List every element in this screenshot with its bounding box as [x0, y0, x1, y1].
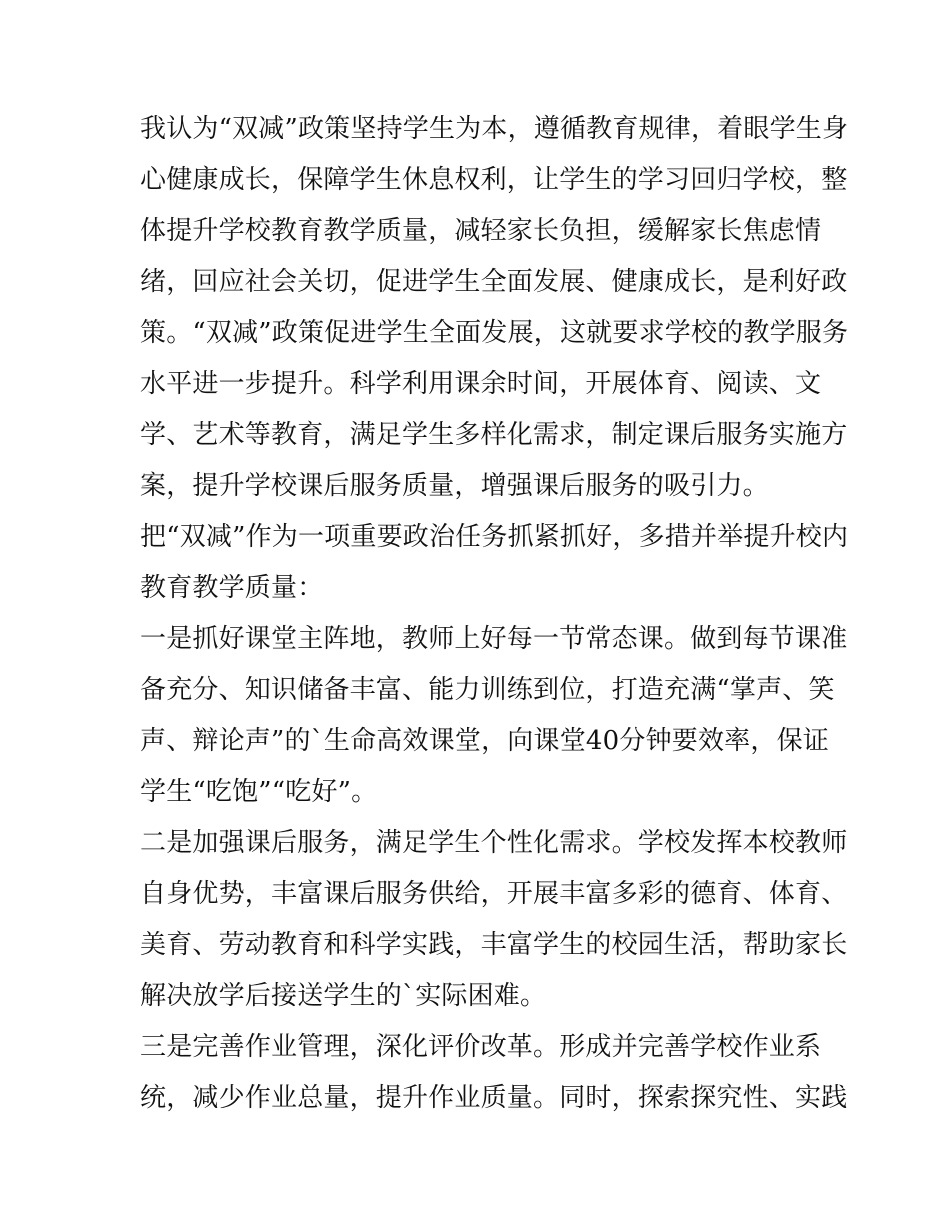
text-line: 声、辩论声”的`生命高效课堂，向课堂40分钟要效率，保证: [140, 726, 829, 756]
paragraph-measure-three: [140, 1022, 848, 1124]
text-line: 二是加强课后服务，满足学生个性化需求。学校发挥本校教师: [140, 828, 848, 858]
text-line: 学生“吃饱”“吃好”。: [140, 777, 378, 807]
text-line: 三是完善作业管理，深化评价改革。形成并完善学校作业系: [140, 1032, 822, 1062]
paragraph-measure-two: [140, 818, 848, 1022]
text-line: 心健康成长，保障学生休息权利，让学生的学习回归学校，整: [140, 165, 848, 195]
text-line: 绪，回应社会关切，促进学生全面发展、健康成长，是利好政: [140, 267, 848, 297]
text-line: 水平进一步提升。科学利用课余时间，开展体育、阅读、文: [140, 369, 822, 399]
text-line: 一是抓好课堂主阵地，教师上好每一节常态课。做到每节课准: [140, 624, 848, 654]
text-line: 教育教学质量：: [140, 573, 324, 603]
document-body: [140, 104, 849, 1124]
text-line: 我认为“双减”政策坚持学生为本，遵循教育规律，着眼学生身: [140, 114, 849, 144]
text-line: 体提升学校教育教学质量，减轻家长负担，缓解家长焦虑情: [140, 216, 822, 246]
text-line: 美育、劳动教育和科学实践，丰富学生的校园生活，帮助家长: [140, 930, 848, 960]
paragraph-measure-one: [140, 614, 848, 818]
paragraph-intro: [140, 104, 849, 512]
text-line: 案，提升学校课后服务质量，增强课后服务的吸引力。: [140, 471, 769, 501]
text-line: 统，减少作业总量，提升作业质量。同时，探索探究性、实践: [140, 1083, 848, 1113]
text-line: 备充分、知识储备丰富、能力训练到位，打造充满“掌声、笑: [140, 675, 835, 705]
text-line: 解决放学后接送学生的`实际困难。: [140, 981, 547, 1011]
text-line: 把“双减”作为一项重要政治任务抓紧抓好，多措并举提升校内: [140, 522, 849, 552]
text-line: 自身优势，丰富课后服务供给，开展丰富多彩的德育、体育、: [140, 879, 848, 909]
text-line: 策。“双减”政策促进学生全面发展，这就要求学校的教学服务: [140, 318, 849, 348]
paragraph-measures-heading: [140, 512, 849, 614]
text-line: 学、艺术等教育，满足学生多样化需求，制定课后服务实施方: [140, 420, 848, 450]
